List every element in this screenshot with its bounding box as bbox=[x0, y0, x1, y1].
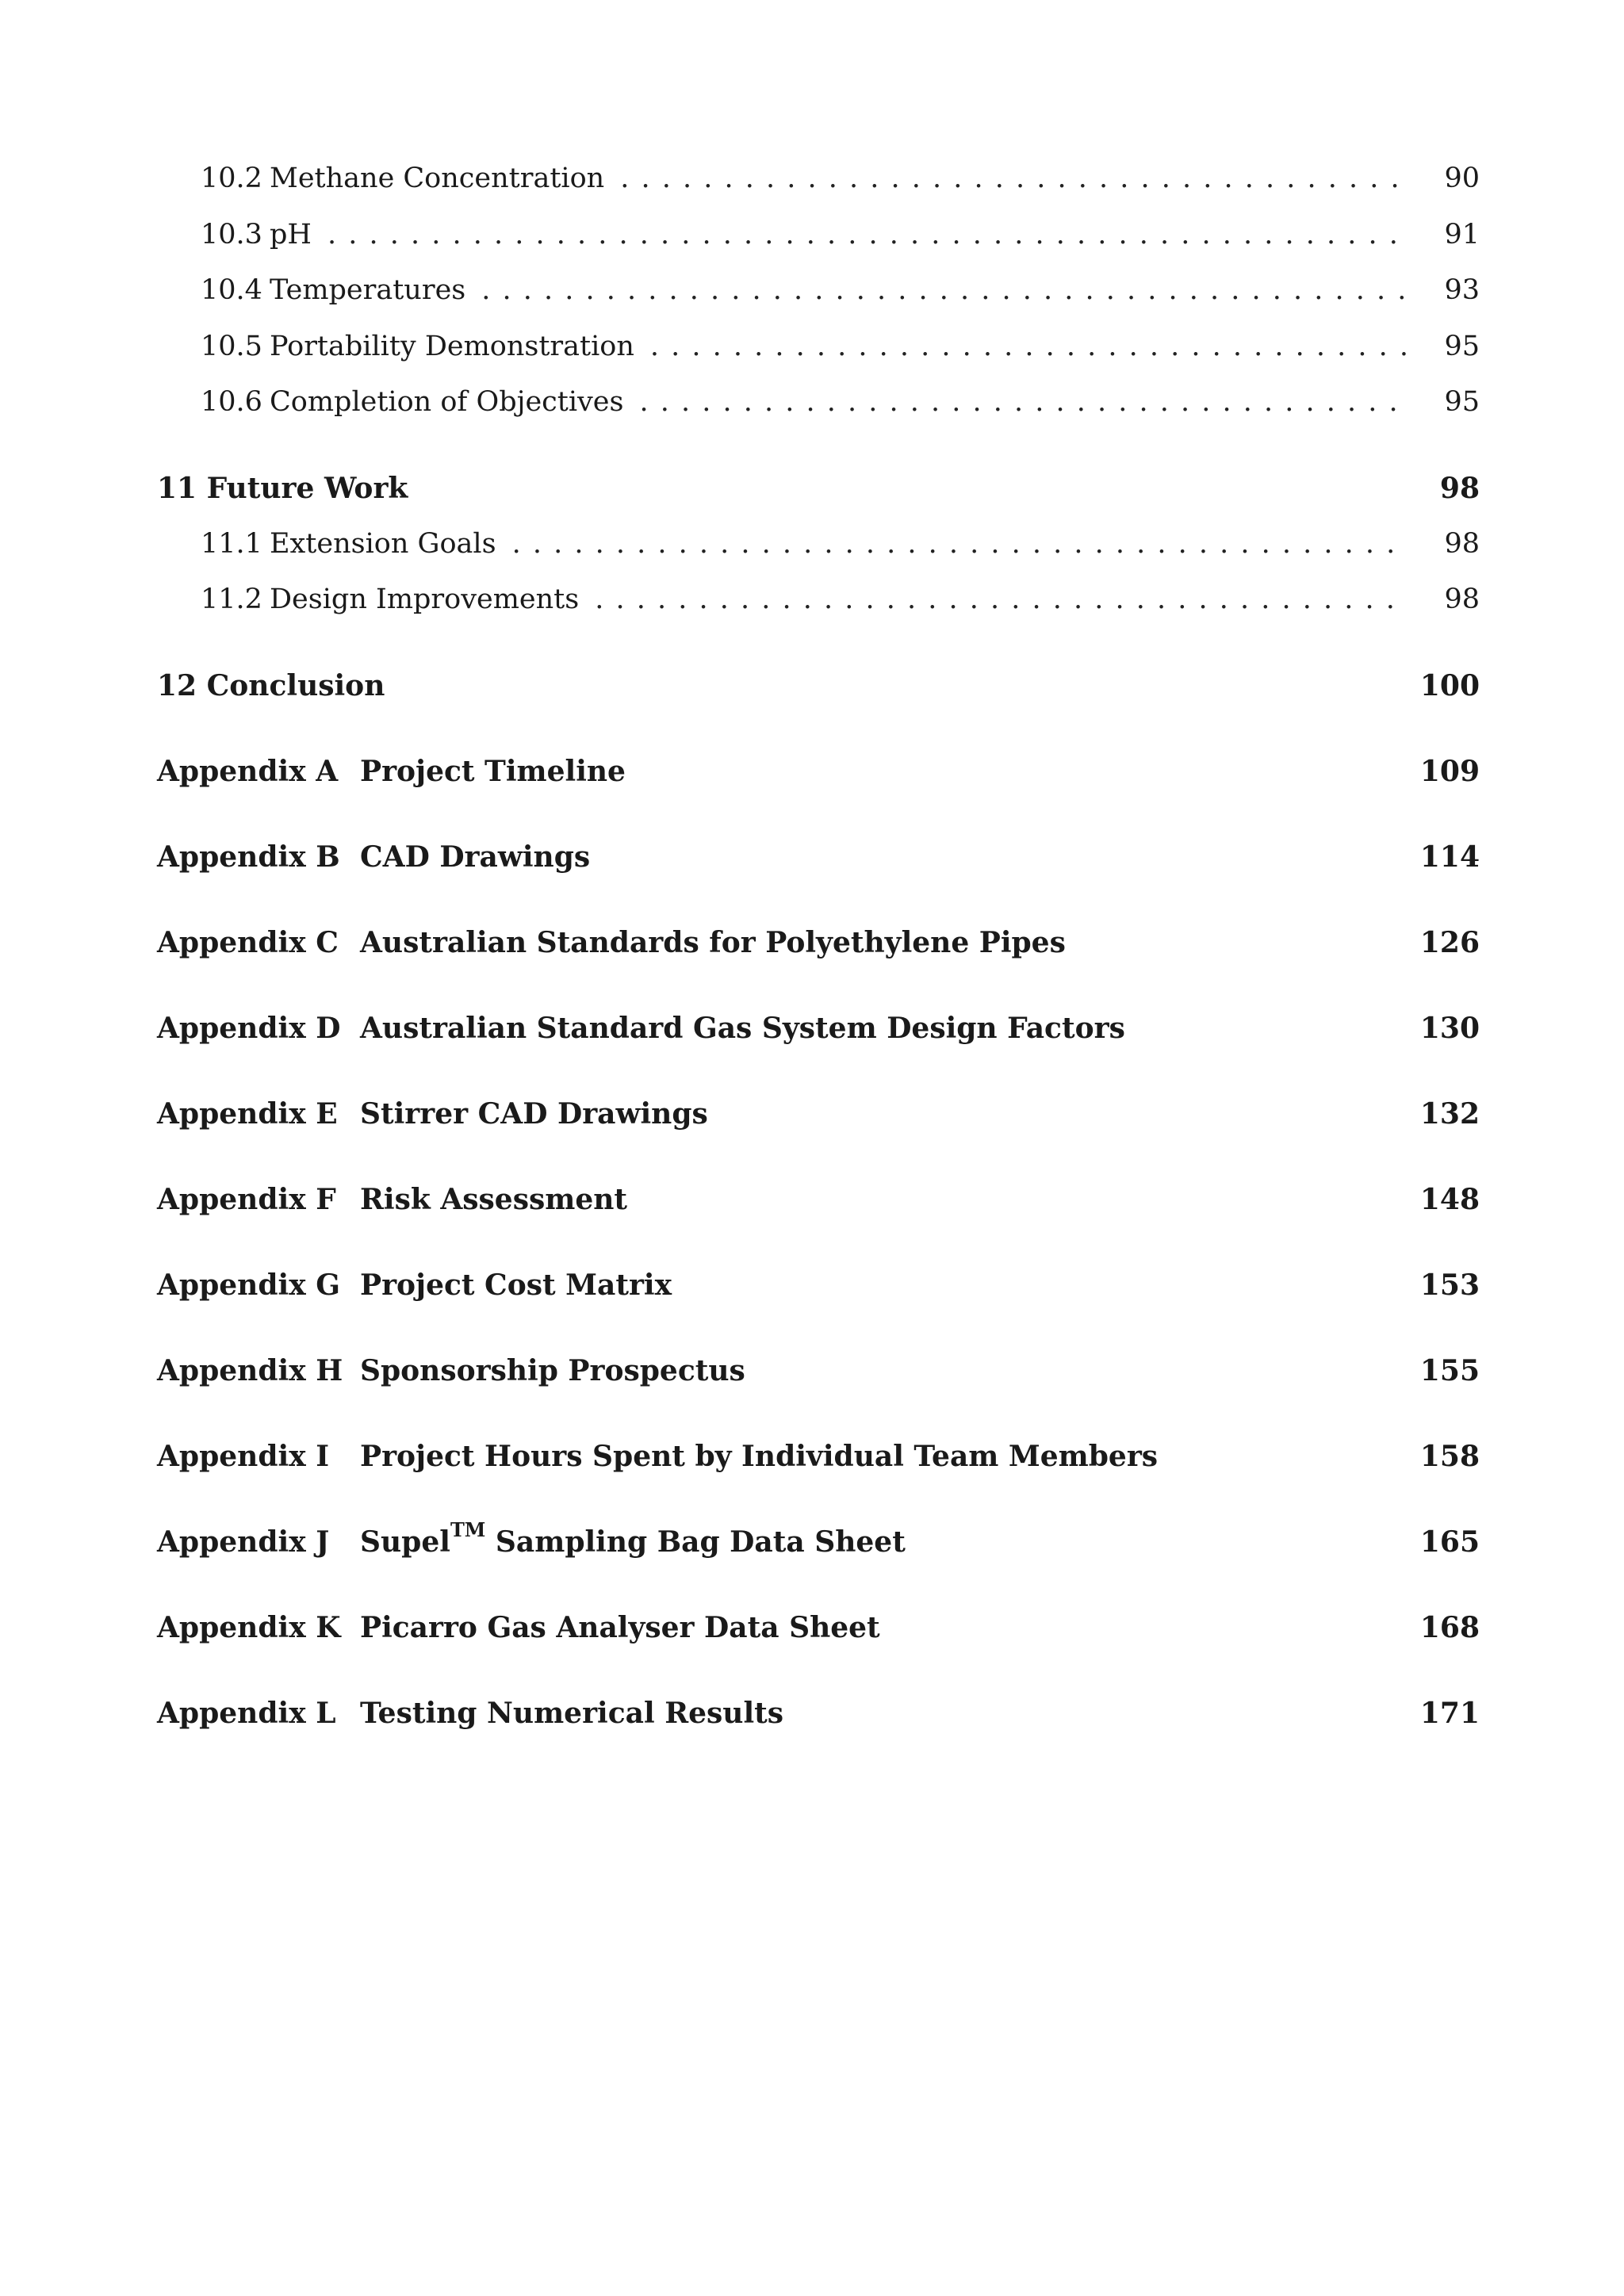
appendix-page: 126 bbox=[1419, 925, 1480, 959]
toc-section-page: 98 bbox=[1439, 471, 1480, 505]
toc-entry-title: Completion of Objectives bbox=[270, 374, 623, 430]
toc-entry-title: Design Improvements bbox=[270, 572, 579, 628]
dot-leader bbox=[465, 262, 1407, 319]
toc-entry-page: 98 bbox=[1444, 584, 1480, 615]
dot-leader bbox=[579, 572, 1407, 628]
toc-entry-number: 10.4 bbox=[201, 274, 262, 306]
appendix-prefix: Appendix K bbox=[157, 1610, 341, 1644]
toc-appendix-a[interactable] bbox=[157, 744, 1480, 829]
toc-entry-page: 98 bbox=[1444, 527, 1480, 560]
appendix-prefix: Appendix F bbox=[157, 1182, 336, 1216]
appendix-prefix: Appendix D bbox=[157, 1011, 341, 1045]
dot-leader bbox=[496, 516, 1407, 572]
toc-entry-10-5[interactable] bbox=[157, 319, 1480, 375]
appendix-title: Testing Numerical Results bbox=[360, 1696, 784, 1730]
appendix-prefix: Appendix H bbox=[157, 1353, 343, 1387]
appendix-prefix: Appendix G bbox=[157, 1268, 340, 1302]
appendix-page: 171 bbox=[1419, 1696, 1480, 1730]
appendix-page: 114 bbox=[1419, 840, 1480, 874]
appendix-title bbox=[360, 1514, 906, 1570]
toc-appendix-g[interactable] bbox=[157, 1257, 1480, 1343]
toc-entry-number: 11.2 bbox=[201, 584, 262, 615]
toc-appendix-d[interactable] bbox=[157, 1001, 1480, 1086]
toc-entry-title: Extension Goals bbox=[270, 516, 496, 572]
toc-appendix-h[interactable] bbox=[157, 1343, 1480, 1429]
appendix-page: 158 bbox=[1419, 1439, 1480, 1473]
dot-leader bbox=[604, 151, 1407, 207]
toc-entry-11-2[interactable] bbox=[157, 572, 1480, 628]
appendix-title: CAD Drawings bbox=[360, 840, 591, 874]
appendix-prefix: Appendix E bbox=[157, 1096, 338, 1131]
toc-section-12[interactable] bbox=[157, 658, 1480, 744]
toc-section-title: 11 Future Work bbox=[157, 471, 408, 505]
toc-appendix-b[interactable] bbox=[157, 829, 1480, 915]
appendix-page: 168 bbox=[1419, 1610, 1480, 1644]
toc-entry-10-3[interactable] bbox=[157, 207, 1480, 263]
toc-section-page: 100 bbox=[1419, 668, 1480, 702]
toc-entry-title: Temperatures bbox=[270, 262, 465, 319]
appendix-page: 148 bbox=[1419, 1182, 1480, 1216]
appendix-page: 109 bbox=[1419, 754, 1480, 788]
appendix-title-post: Sampling Bag Data Sheet bbox=[485, 1525, 906, 1559]
toc-entry-10-6[interactable] bbox=[157, 374, 1480, 430]
toc-entry-title: Methane Concentration bbox=[270, 151, 604, 207]
toc-entry-page: 91 bbox=[1444, 218, 1480, 251]
toc-appendix-i[interactable] bbox=[157, 1429, 1480, 1514]
toc-section-title: 12 Conclusion bbox=[157, 668, 385, 702]
table-of-contents bbox=[157, 151, 1480, 1771]
toc-entry-title: pH bbox=[270, 207, 312, 263]
appendix-page: 155 bbox=[1419, 1353, 1480, 1387]
toc-entry-number: 10.3 bbox=[201, 218, 262, 251]
appendix-page: 132 bbox=[1419, 1096, 1480, 1131]
toc-entry-number: 10.5 bbox=[201, 330, 262, 362]
toc-entry-10-2[interactable] bbox=[157, 151, 1480, 207]
appendix-prefix: Appendix A bbox=[157, 754, 339, 788]
appendix-title: Project Timeline bbox=[360, 754, 626, 788]
appendix-prefix: Appendix I bbox=[157, 1439, 330, 1473]
toc-entry-number: 10.2 bbox=[201, 163, 262, 194]
dot-leader bbox=[312, 207, 1407, 263]
appendix-title: Project Hours Spent by Individual Team Members bbox=[360, 1439, 1159, 1473]
toc-entry-number: 11.1 bbox=[201, 527, 262, 560]
appendix-page: 165 bbox=[1419, 1525, 1480, 1559]
dot-leader bbox=[634, 319, 1407, 375]
toc-entry-number: 10.6 bbox=[201, 386, 262, 418]
toc-entry-page: 95 bbox=[1444, 330, 1480, 362]
toc-appendix-f[interactable] bbox=[157, 1172, 1480, 1257]
appendix-prefix: Appendix C bbox=[157, 925, 339, 959]
appendix-title-pre: Supel bbox=[360, 1525, 450, 1559]
toc-entry-page: 93 bbox=[1444, 274, 1480, 306]
toc-entry-11-1[interactable] bbox=[157, 516, 1480, 572]
toc-appendix-e[interactable] bbox=[157, 1086, 1480, 1172]
appendix-title: Project Cost Matrix bbox=[360, 1268, 672, 1302]
dot-leader bbox=[623, 374, 1407, 430]
toc-entry-title: Portability Demonstration bbox=[270, 319, 634, 375]
appendix-title: Picarro Gas Analyser Data Sheet bbox=[360, 1610, 880, 1644]
appendix-page: 153 bbox=[1419, 1268, 1480, 1302]
toc-entry-page: 95 bbox=[1444, 386, 1480, 418]
appendix-title: Risk Assessment bbox=[360, 1182, 628, 1216]
appendix-title: Sponsorship Prospectus bbox=[360, 1353, 745, 1387]
appendix-prefix: Appendix B bbox=[157, 840, 340, 874]
appendix-page: 130 bbox=[1419, 1011, 1480, 1045]
toc-entry-page: 90 bbox=[1444, 163, 1480, 194]
toc-appendix-j[interactable] bbox=[157, 1514, 1480, 1600]
toc-appendix-c[interactable] bbox=[157, 915, 1480, 1001]
toc-entry-10-4[interactable] bbox=[157, 262, 1480, 319]
appendix-title: Australian Standard Gas System Design Factors bbox=[360, 1011, 1125, 1045]
trademark-superscript: TM bbox=[450, 1517, 486, 1541]
appendix-prefix: Appendix L bbox=[157, 1696, 336, 1730]
toc-appendix-l[interactable] bbox=[157, 1686, 1480, 1771]
toc-section-11[interactable] bbox=[157, 461, 1480, 516]
toc-appendix-k[interactable] bbox=[157, 1600, 1480, 1686]
appendix-title: Australian Standards for Polyethylene Pipes bbox=[360, 925, 1066, 959]
appendix-prefix: Appendix J bbox=[157, 1525, 330, 1559]
appendix-title: Stirrer CAD Drawings bbox=[360, 1096, 708, 1131]
